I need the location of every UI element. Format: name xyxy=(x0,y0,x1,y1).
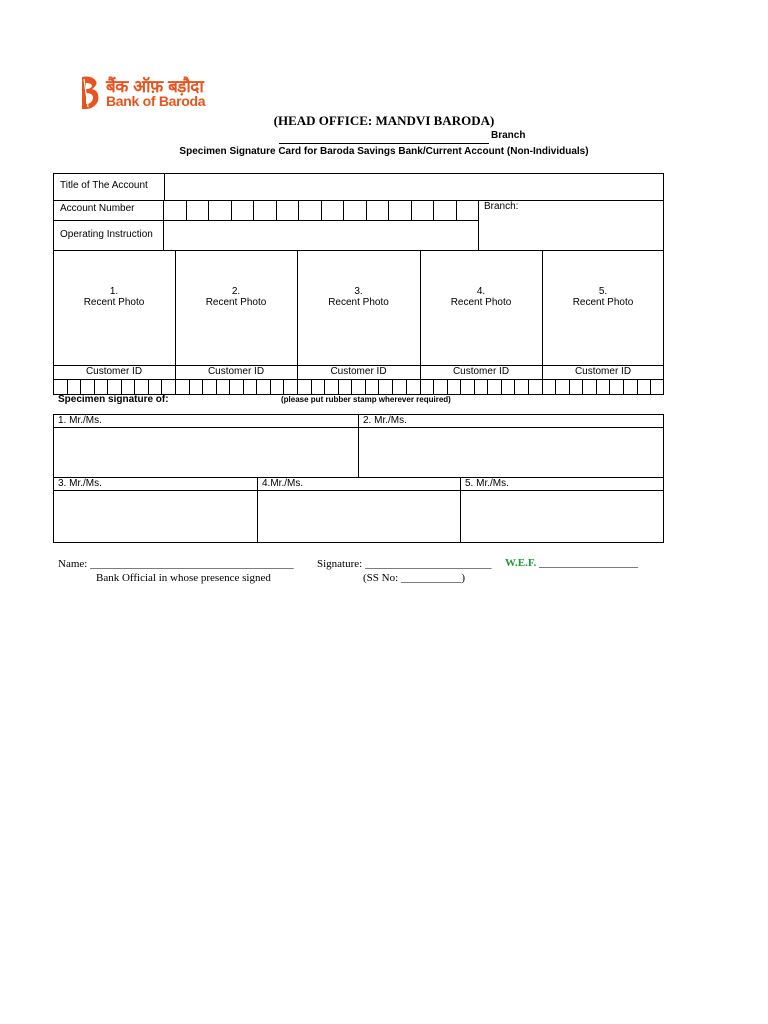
photo-box-1[interactable] xyxy=(53,286,175,308)
customer-id-char-box[interactable] xyxy=(460,379,461,394)
customer-id-char-box[interactable] xyxy=(582,379,583,394)
customer-id-char-box[interactable] xyxy=(121,379,122,394)
bank-logo xyxy=(78,75,208,115)
specimen-heading: Specimen signature of: xyxy=(58,394,169,405)
rubber-stamp-note: (please put rubber stamp wherever required) xyxy=(281,395,451,404)
account-digit-box[interactable] xyxy=(366,200,367,220)
customer-id-label: Customer ID xyxy=(330,366,387,377)
signature-box-1[interactable] xyxy=(54,428,357,477)
customer-id-char-box[interactable] xyxy=(216,379,217,394)
signature-label-1: 1. Mr./Ms. xyxy=(58,415,102,426)
customer-id-char-box[interactable] xyxy=(94,379,95,394)
photo-label: Recent Photo xyxy=(83,297,145,308)
title-of-account-field[interactable] xyxy=(166,175,662,199)
title-of-account-label: Title of The Account xyxy=(60,180,148,191)
official-signature-field[interactable]: Signature: _______________________ xyxy=(317,558,492,570)
customer-id-char-box[interactable] xyxy=(134,379,135,394)
account-digit-box[interactable] xyxy=(253,200,254,220)
wef-label: W.E.F. xyxy=(505,557,537,569)
account-digit-box[interactable] xyxy=(343,200,344,220)
customer-id-char-box[interactable] xyxy=(596,379,597,394)
account-digit-box[interactable] xyxy=(411,200,412,220)
customer-id-char-box[interactable] xyxy=(148,379,149,394)
customer-id-label: Customer ID xyxy=(574,366,632,377)
photo-divider xyxy=(420,250,421,380)
customer-id-char-box[interactable] xyxy=(474,379,475,394)
customer-id-char-box[interactable] xyxy=(542,379,543,394)
photo-label: Recent Photo xyxy=(572,297,634,308)
form-subtitle: Specimen Signature Card for Baroda Savings Bank/Current Account (Non-Individuals) xyxy=(179,146,589,157)
customer-id-char-box[interactable] xyxy=(243,379,244,394)
customer-id-char-box[interactable] xyxy=(501,379,502,394)
customer-id-char-box[interactable] xyxy=(378,379,379,394)
customer-id-char-box[interactable] xyxy=(623,379,624,394)
photo-section xyxy=(53,250,664,380)
wef-line: __________________ xyxy=(539,557,639,569)
customer-id-char-box[interactable] xyxy=(433,379,434,394)
customer-id-char-box[interactable] xyxy=(80,379,81,394)
customer-id-char-box[interactable] xyxy=(392,379,393,394)
branch-cell-divider xyxy=(478,200,479,251)
signature-box-3[interactable] xyxy=(54,491,256,542)
account-number-label: Account Number xyxy=(60,203,135,214)
branch-name-line[interactable] xyxy=(279,131,489,144)
customer-id-char-box[interactable] xyxy=(256,379,257,394)
customer-id-char-box[interactable] xyxy=(324,379,325,394)
customer-id-char-box[interactable] xyxy=(487,379,488,394)
operating-instruction-field[interactable] xyxy=(164,221,477,250)
customer-id-char-box[interactable] xyxy=(311,379,312,394)
photo-box-3[interactable] xyxy=(297,286,420,308)
customer-id-char-box[interactable] xyxy=(351,379,352,394)
customer-id-label: Customer ID xyxy=(452,366,510,377)
logo-hindi-text: बैंक ऑफ़ बड़ौदा xyxy=(106,77,204,97)
account-digit-box[interactable] xyxy=(231,200,232,220)
customer-id-char-box[interactable] xyxy=(161,379,162,394)
ss-number-field[interactable]: (SS No: ___________) xyxy=(363,572,466,584)
photo-box-4[interactable] xyxy=(420,286,542,308)
account-digit-box[interactable] xyxy=(388,200,389,220)
head-office-title: (HEAD OFFICE: MANDVI BARODA) xyxy=(273,113,495,128)
photo-divider xyxy=(542,250,543,380)
photo-divider xyxy=(297,250,298,380)
customer-id-boxes-row xyxy=(53,379,664,395)
customer-id-char-box[interactable] xyxy=(569,379,570,394)
customer-id-char-box[interactable] xyxy=(609,379,610,394)
photo-label: Recent Photo xyxy=(328,297,389,308)
account-digit-box[interactable] xyxy=(186,200,187,220)
customer-id-char-box[interactable] xyxy=(514,379,515,394)
signature-box-5[interactable] xyxy=(461,491,663,542)
photo-number: 4. xyxy=(476,286,486,297)
customer-id-char-box[interactable] xyxy=(420,379,421,394)
customer-id-char-box[interactable] xyxy=(406,379,407,394)
customer-id-char-box[interactable] xyxy=(365,379,366,394)
photo-number: 3. xyxy=(354,286,363,297)
bank-logo-icon xyxy=(78,75,104,111)
account-digit-box[interactable] xyxy=(433,200,434,220)
signature-label-5: 5. Mr./Ms. xyxy=(465,478,509,489)
wef-field[interactable] xyxy=(505,557,638,569)
signature-label-2: 2. Mr./Ms. xyxy=(363,415,407,426)
branch-label: Branch xyxy=(491,130,526,141)
customer-id-char-box[interactable] xyxy=(528,379,529,394)
account-digit-box[interactable] xyxy=(298,200,299,220)
customer-id-char-box[interactable] xyxy=(189,379,190,394)
photo-label: Recent Photo xyxy=(450,297,512,308)
account-digit-box[interactable] xyxy=(276,200,277,220)
photo-number: 5. xyxy=(598,286,608,297)
account-digit-box[interactable] xyxy=(321,200,322,220)
customer-id-char-box[interactable] xyxy=(447,379,448,394)
signature-box-2[interactable] xyxy=(359,428,663,477)
customer-id-char-box[interactable] xyxy=(229,379,230,394)
photo-box-5[interactable] xyxy=(542,286,664,308)
official-caption: Bank Official in whose presence signed xyxy=(96,572,271,584)
signature-label-3: 3. Mr./Ms. xyxy=(58,478,102,489)
customer-id-char-box[interactable] xyxy=(637,379,638,394)
photo-box-2[interactable] xyxy=(175,286,297,308)
customer-id-char-box[interactable] xyxy=(650,379,651,394)
customer-id-char-box[interactable] xyxy=(297,379,298,394)
logo-english-text: Bank of Baroda xyxy=(106,93,206,109)
customer-id-char-box[interactable] xyxy=(67,379,68,394)
official-name-field[interactable]: Name: _____________________________________ xyxy=(58,558,294,570)
photo-divider xyxy=(175,250,176,380)
photo-number: 1. xyxy=(109,286,119,297)
photo-number: 2. xyxy=(231,286,241,297)
customer-id-label: Customer ID xyxy=(207,366,265,377)
customer-id-char-box[interactable] xyxy=(283,379,284,394)
signature-box-4[interactable] xyxy=(258,491,459,542)
customer-id-char-box[interactable] xyxy=(175,379,176,394)
customer-id-char-box[interactable] xyxy=(338,379,339,394)
account-digit-box[interactable] xyxy=(456,200,457,220)
customer-id-char-box[interactable] xyxy=(107,379,108,394)
customer-id-char-box[interactable] xyxy=(555,379,556,394)
operating-instruction-label: Operating Instruction xyxy=(60,229,153,240)
customer-id-label: Customer ID xyxy=(85,366,143,377)
signature-label-4: 4.Mr./Ms. xyxy=(262,478,304,489)
account-digit-box[interactable] xyxy=(208,200,209,220)
customer-id-char-box[interactable] xyxy=(270,379,271,394)
branch-field-label: Branch: xyxy=(484,201,519,212)
photo-label: Recent Photo xyxy=(205,297,267,308)
customer-id-char-box[interactable] xyxy=(202,379,203,394)
